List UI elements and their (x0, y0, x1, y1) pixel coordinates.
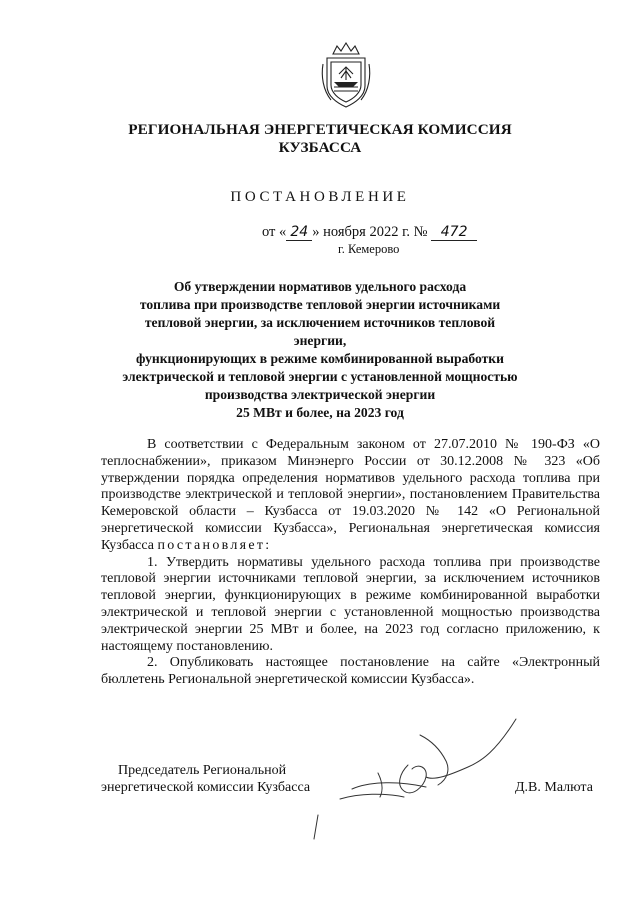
document-type: ПОСТАНОВЛЕНИЕ (230, 189, 410, 205)
handwritten-doc-number: 472 (431, 225, 477, 241)
org-line-1: РЕГИОНАЛЬНАЯ ЭНЕРГЕТИЧЕСКАЯ КОМИССИЯ (128, 121, 512, 138)
title-line: электрической и тепловой энергии с установленной мощностью (122, 369, 518, 384)
title-line: функционирующих в режиме комбинированной выработки (136, 351, 504, 366)
document-body (101, 437, 600, 689)
signatory-position (101, 763, 310, 796)
org-line-2: КУЗБАССА (278, 139, 362, 156)
position-line-2: энергетической комиссии Кузбасса (101, 779, 311, 795)
handwritten-day: 24 (286, 225, 312, 241)
item-1-paragraph: 1. Утвердить нормативы удельного расхода топлива при производстве тепловой энергии источниками тепловой энергии, за исключением источников тепловой энергии, функционирующих в режиме комбинированной выработки электрической и тепловой энергии с установленной мощностью производства электрической энергии 25 МВт и более, на 2023 год согласно приложению, к настоящему постановлению. (101, 554, 600, 654)
title-line: тепловой энергии, за исключением источников тепловой энергии, (144, 315, 496, 348)
signatory-name: Д.В. Малюта (515, 780, 593, 795)
title-line: топлива при производстве тепловой энергии источниками (139, 297, 501, 312)
date-prefix: от « (262, 224, 287, 240)
item-2-paragraph: 2. Опубликовать настоящее постановление на сайте «Электронный бюллетень Региональной энергетической комиссии Кузбасса». (101, 655, 600, 688)
organization-name (0, 121, 640, 157)
title-line: Об утверждении нормативов удельного расхода (173, 279, 467, 294)
position-line-1: Председатель Региональной (118, 763, 287, 778)
kuzbass-coat-of-arms-icon (319, 40, 373, 110)
city: г. Кемерово (338, 242, 400, 256)
decree-word: постановляет: (157, 537, 272, 553)
preamble-paragraph (101, 437, 600, 555)
title-line: 25 МВт и более, на 2023 год (236, 405, 404, 420)
title-line: производства электрической энергии (204, 387, 436, 402)
date-number-line (262, 224, 477, 241)
date-suffix: » ноября 2022 г. № (312, 224, 428, 240)
preamble-text: В соответствии с Федеральным законом от 27.07.2010 № 190-ФЗ «О теплоснабжении», приказом Минэнерго России от 30.12.2008 № 323 «Об утверждении порядка определения нормативов удельного расхода топлива при производстве электрической и тепловой энергии», постановлением Правительства Кемеровской области – Кузбасса от 19.03.2020 № 142 «О Региональной энергетической комиссии Кузбасса», Региональная энергетическая комиссия Кузбасса (101, 437, 600, 553)
document-title (120, 278, 520, 422)
handwritten-signature (300, 715, 530, 845)
